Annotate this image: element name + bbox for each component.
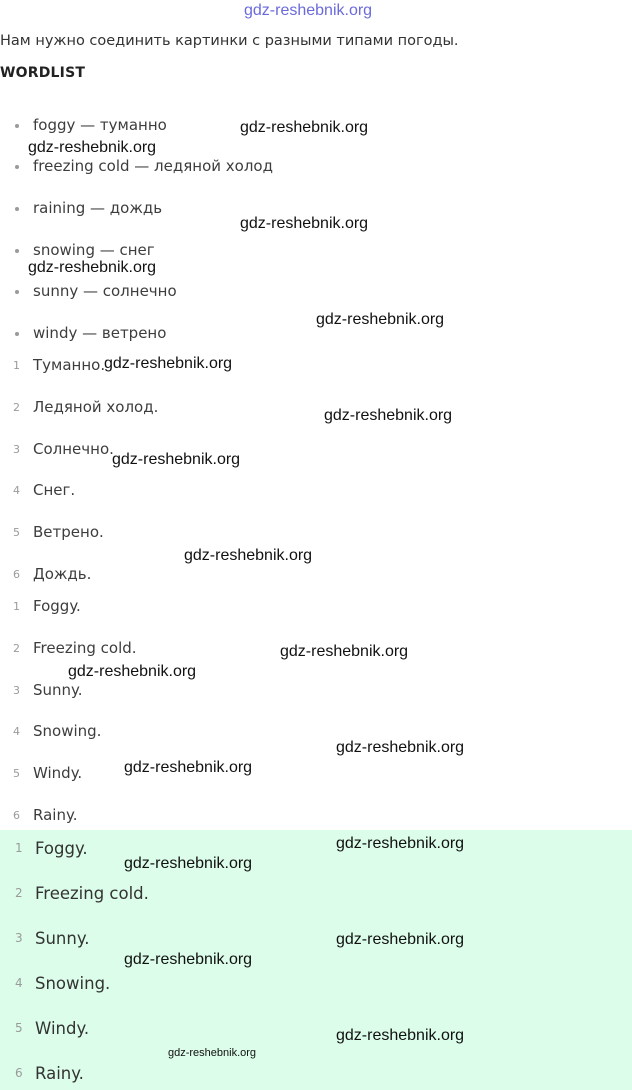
watermark-top: gdz-reshebnik.org bbox=[244, 2, 373, 19]
watermark: gdz-reshebnik.org bbox=[28, 259, 157, 276]
watermark: gdz-reshebnik.org bbox=[124, 855, 253, 872]
bullet-icon bbox=[15, 332, 19, 336]
watermark: gdz-reshebnik.org bbox=[68, 663, 197, 680]
watermark: gdz-reshebnik.org bbox=[184, 547, 313, 564]
watermark: gdz-reshebnik.org bbox=[28, 139, 157, 156]
watermark: gdz-reshebnik.org bbox=[336, 931, 465, 948]
watermark: gdz-reshebnik.org bbox=[336, 1027, 465, 1044]
bullet-icon bbox=[15, 207, 19, 211]
watermark: gdz-reshebnik.org bbox=[124, 951, 253, 968]
watermark: gdz-reshebnik.org bbox=[240, 119, 369, 136]
wordlist-heading: WORDLIST bbox=[0, 65, 86, 81]
watermark: gdz-reshebnik.org bbox=[124, 759, 253, 776]
bullet-icon bbox=[15, 290, 19, 294]
answer-panel bbox=[0, 830, 632, 1090]
watermark: gdz-reshebnik.org bbox=[324, 407, 453, 424]
watermark: gdz-reshebnik.org bbox=[336, 739, 465, 756]
watermark: gdz-reshebnik.org bbox=[104, 355, 233, 372]
bullet-icon bbox=[15, 249, 19, 253]
watermark: gdz-reshebnik.org bbox=[316, 311, 445, 328]
watermark: gdz-reshebnik.org bbox=[112, 451, 241, 468]
watermark: gdz-reshebnik.org bbox=[240, 215, 369, 232]
bullet-icon bbox=[15, 124, 19, 128]
watermark: gdz-reshebnik.org bbox=[336, 835, 465, 852]
watermark: gdz-reshebnik.org bbox=[280, 643, 409, 660]
watermark: gdz-reshebnik.org bbox=[168, 1047, 257, 1059]
intro-text: Нам нужно соединить картинки с разными типами погоды. bbox=[0, 33, 459, 49]
bullet-icon bbox=[15, 165, 19, 169]
